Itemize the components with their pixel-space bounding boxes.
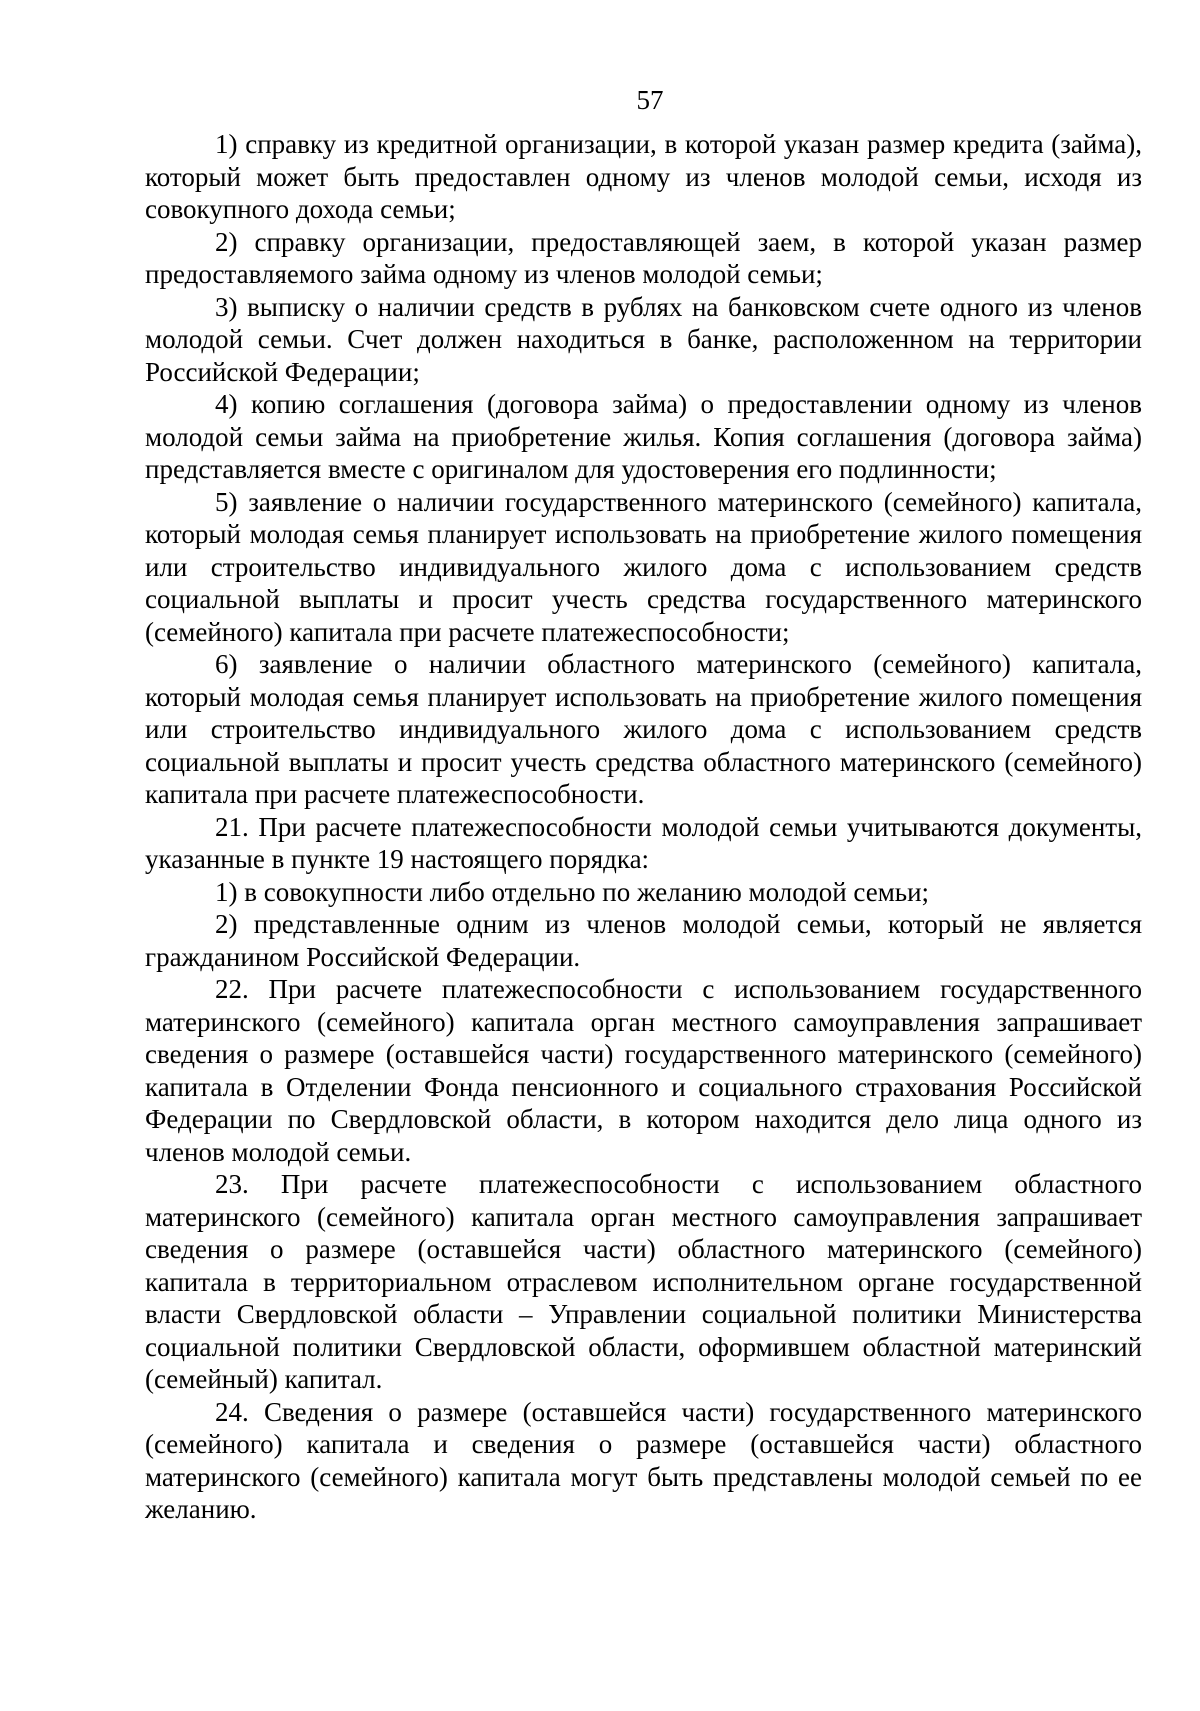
paragraph-clause-21-item-1: 1) в совокупности либо отдельно по желанию молодой семьи; <box>215 876 930 907</box>
paragraph-clause-21: 21. При расчете платежеспособности молодой семьи учитываются документы, указанные в пункте 19 настоящего порядка: <box>145 811 1142 874</box>
paragraph-clause-21-item-2: 2) представленные одним из членов молодой семьи, который не является гражданином Российской Федерации. <box>145 909 1142 972</box>
paragraph-item-6-regional-maternity-capital: 6) заявление о наличии областного материнского (семейного) капитала, который молодая семья планирует использовать на приобретение жилого помещения или строительство индивидуального жилого дома с использованием средств социальной выплаты и просит учесть средства областного материнского (семейного) капитала при расчете платежеспособности. <box>145 649 1142 809</box>
paragraph-clause-23: 23. При расчете платежеспособности с использованием областного материнского (семейного) капитала орган местного самоуправления запрашивает сведения о размере (оставшейся части) областного материнского (семейного) капитала в территориальном отраслевом исполнительном органе государственной власти Свердловской области – Управлении социальной политики Министерства социальной политики Свердловской области, оформившем областной материнский (семейный) капитал. <box>145 1169 1142 1394</box>
paragraph-clause-22: 22. При расчете платежеспособности с использованием государственного материнского (семейного) капитала орган местного самоуправления запрашивает сведения о размере (оставшейся части) государственного материнского (семейного) капитала в Отделении Фонда пенсионного и социального страхования Российской Федерации по Свердловской области, в котором находится дело лица одного из членов молодой семьи. <box>145 974 1142 1167</box>
paragraph-item-1-credit-certificate: 1) справку из кредитной организации, в которой указан размер кредита (займа), который может быть предоставлен одному из членов молодой семьи, исходя из совокупного дохода семьи; <box>145 129 1142 224</box>
document-body <box>145 128 1142 1526</box>
paragraph-clause-24: 24. Сведения о размере (оставшейся части) государственного материнского (семейного) капитала и сведения о размере (оставшейся части) областного материнского (семейного) капитала могут быть представлены молодой семьей по ее желанию. <box>145 1396 1142 1524</box>
paragraph-item-4-loan-agreement-copy: 4) копию соглашения (договора займа) о предоставлении одному из членов молодой семьи займа на приобретение жилья. Копия соглашения (договора займа) представляется вместе с оригиналом для удостоверения его подлинности; <box>145 389 1142 484</box>
paragraph-item-3-bank-statement: 3) выписку о наличии средств в рублях на банковском счете одного из членов молодой семьи. Счет должен находиться в банке, расположенном на территории Российской Федерации; <box>145 291 1142 387</box>
paragraph-item-2-loan-certificate: 2) справку организации, предоставляющей заем, в которой указан размер предоставляемого займа одному из членов молодой семьи; <box>145 226 1142 289</box>
page-number: 57 <box>636 85 664 115</box>
paragraph-item-5-federal-maternity-capital: 5) заявление о наличии государственного материнского (семейного) капитала, который молодая семья планирует использовать на приобретение жилого помещения или строительство индивидуального жилого дома с использованием средств социальной выплаты и просит учесть средства государственного материнского (семейного) капитала при расчете платежеспособности; <box>145 486 1142 647</box>
